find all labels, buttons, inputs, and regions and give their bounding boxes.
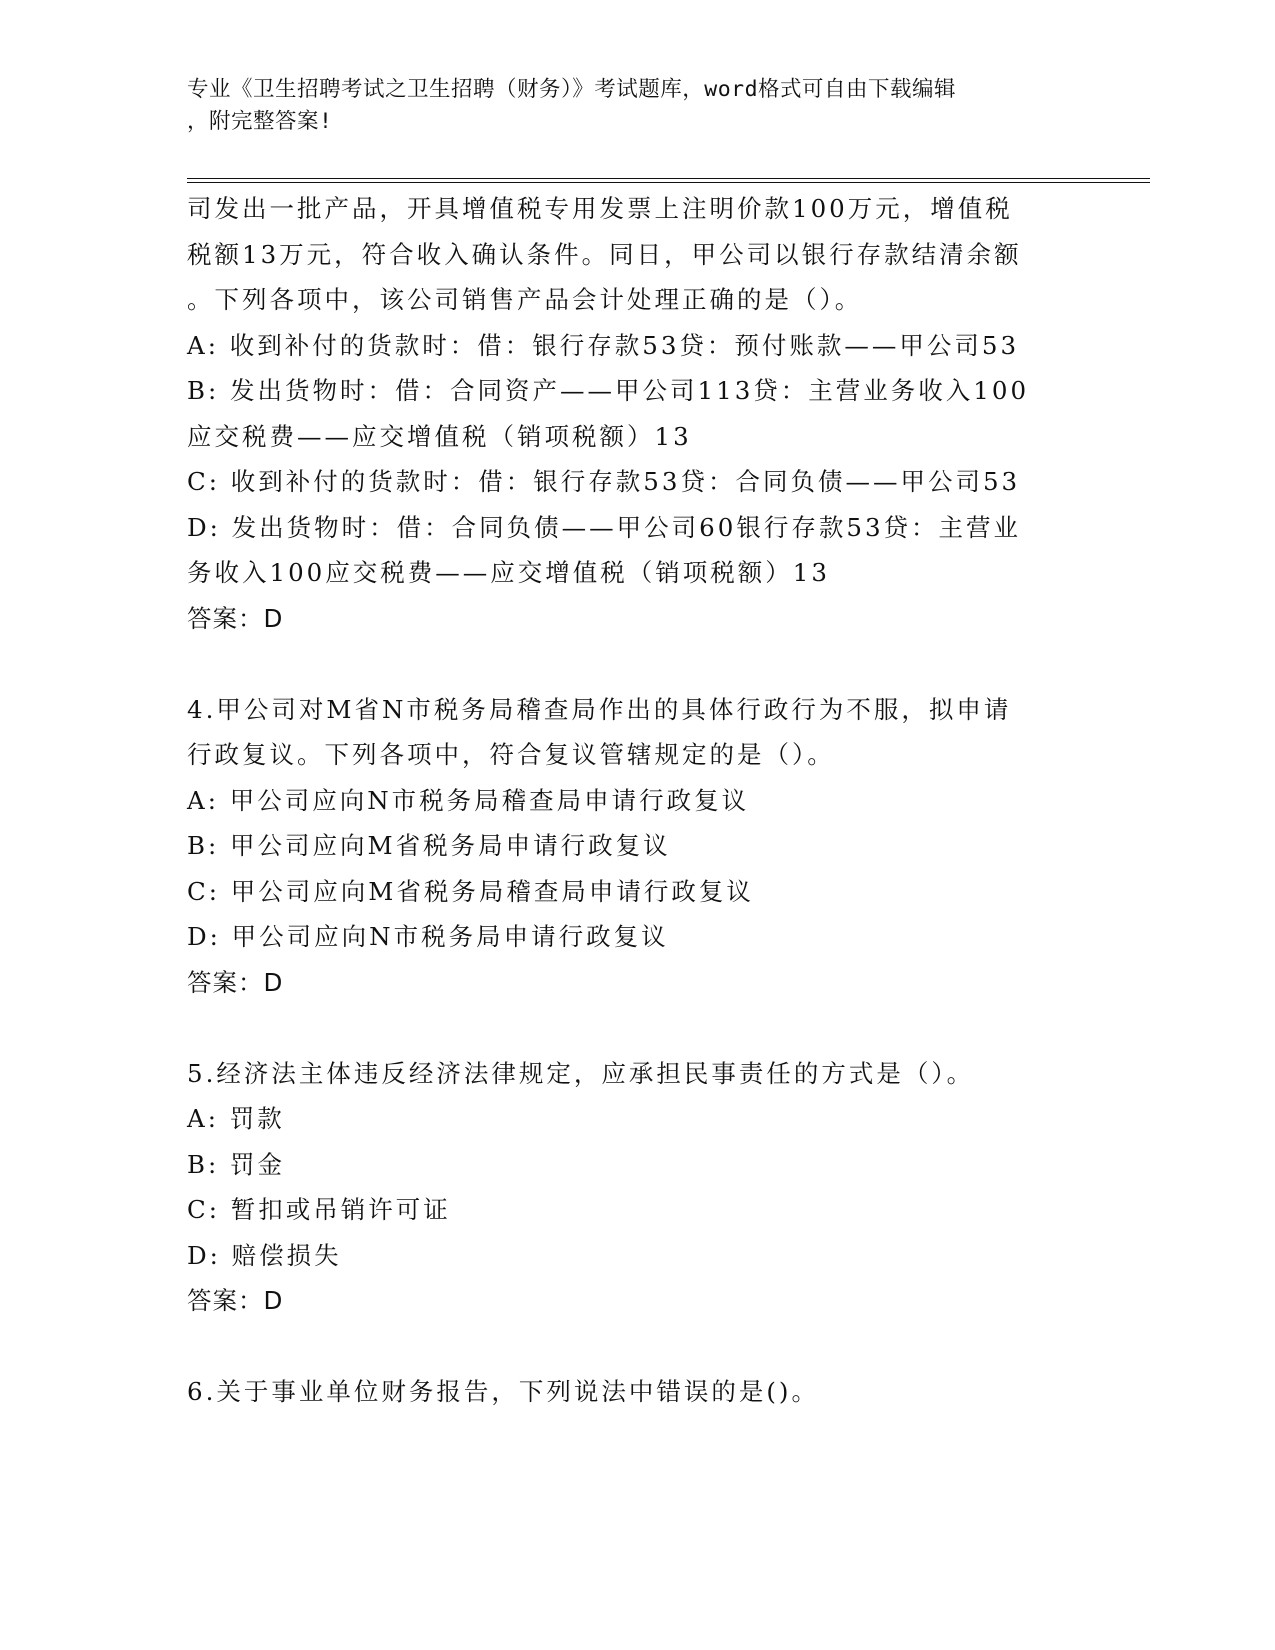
question-spacer [187,1005,1087,1051]
question-4-option-a: A: 甲公司应向N市税务局稽查局申请行政复议 [187,785,750,815]
question-3-option-c: C: 收到补付的货款时：借：银行存款53贷：合同负债——甲公司53 [187,467,1021,496]
question-4-text-line-2: 行政复议。下列各项中，符合复议管辖规定的是（）。 [187,740,835,769]
question-4-option-c: C: 甲公司应向M省税务局稽查局申请行政复议 [187,876,754,906]
question-5 [187,1051,1087,1324]
question-spacer [187,1324,1087,1370]
question-5-option-c: C: 暂扣或吊销许可证 [187,1195,451,1224]
question-list [187,186,1087,1415]
question-5-text: 5.经济法主体违反经济法律规定，应承担民事责任的方式是（）。 [187,1058,975,1088]
document-header [187,74,1067,138]
question-3-option-b-line-1: B: 发出货物时：借：合同资产——甲公司113贷：主营业务收入100 [187,376,1030,405]
question-3-text-line-1: 司发出一批产品，开具增值税专用发票上注明价款100万元，增值税 [187,194,1013,223]
question-3 [187,186,1087,641]
question-3-option-b-line-2: 应交税费——应交增值税（销项税额）13 [187,421,692,451]
question-3-option-d-line-2: 务收入100应交税费——应交增值税（销项税额）13 [187,558,830,587]
question-3-text-line-3: 。下列各项中，该公司销售产品会计处理正确的是（）。 [187,285,863,314]
question-3-text-line-2: 税额13万元，符合收入确认条件。同日，甲公司以银行存款结清余额 [187,239,1022,269]
question-5-option-b: B: 罚金 [187,1149,286,1179]
question-4 [187,687,1087,1006]
question-3-option-a: A: 收到补付的货款时：借：银行存款53贷：预付账款——甲公司53 [187,330,1020,360]
question-5-option-a: A: 罚款 [187,1104,285,1133]
question-4-option-b: B: 甲公司应向M省税务局申请行政复议 [187,831,671,860]
question-4-text-line-1: 4.甲公司对M省N市税务局稽查局作出的具体行政行为不服，拟申请 [187,694,1012,724]
header-title-line-2: ，附完整答案! [187,109,333,134]
question-5-answer: 答案：D [187,1286,284,1315]
question-3-option-d-line-1: D: 发出货物时：借：合同负债——甲公司60银行存款53贷：主营业 [187,512,1022,542]
header-divider-top [187,178,1150,179]
header-divider-bottom [187,182,1150,183]
question-spacer [187,641,1087,687]
question-4-answer: 答案：D [187,967,284,997]
question-3-answer: 答案：D [187,603,284,633]
question-6 [187,1369,1087,1415]
question-4-option-d: D: 甲公司应向N市税务局申请行政复议 [187,922,669,951]
question-5-option-d: D: 赔偿损失 [187,1240,342,1270]
question-6-text: 6.关于事业单位财务报告，下列说法中错误的是()。 [187,1377,819,1406]
header-title-line-1: 专业《卫生招聘考试之卫生招聘（财务）》考试题库，word格式可自由下载编辑 [187,77,957,102]
